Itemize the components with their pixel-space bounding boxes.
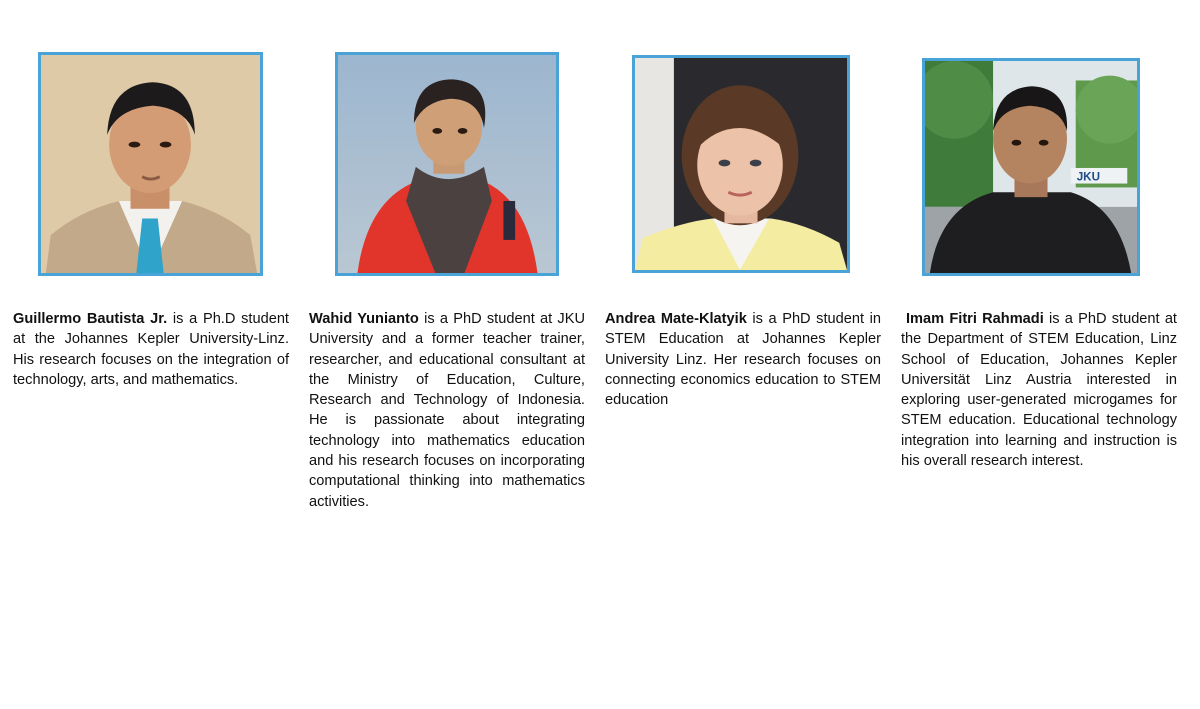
name-guillermo-bautista: Guillermo Bautista Jr.: [13, 311, 168, 327]
jku-sign-text: JKU: [1076, 170, 1101, 184]
bio-text: is a PhD student at the Department of STEM Education, Linz School of Education, Johannes Kepler Universität Linz Austria interested in exploring user-generated microgames for STEM education. Educational technology integration into learning and instruction is his overall research interest.: [901, 311, 1177, 470]
bio-text: is a PhD student in STEM Education at Johannes Kepler University Linz. Her research focuses on connecting economics education to STEM education: [605, 311, 881, 409]
bio-andrea-mate-klatyik: [605, 309, 881, 410]
name-wahid-yunianto: Wahid Yunianto: [309, 311, 419, 327]
photo-guillermo-bautista: [38, 52, 263, 276]
bio-text: is a PhD student at JKU University and a former teacher trainer, researcher, and educational consultant at the Ministry of Education, Culture, Research and Technology of Indonesia. He is passionate about integrating technology into mathematics education and his research focuses on incorporating computational thinking into mathematics activities.: [309, 311, 585, 510]
name-imam-fitri-rahmadi: Imam Fitri Rahmadi: [906, 311, 1044, 327]
name-andrea-mate-klatyik: Andrea Mate-Klatyik: [605, 311, 747, 327]
photo-andrea-mate-klatyik: [632, 55, 850, 273]
bio-imam-fitri-rahmadi: [901, 309, 1177, 471]
bio-guillermo-bautista: [13, 309, 289, 390]
bio-wahid-yunianto: [309, 309, 585, 512]
photo-imam-fitri-rahmadi: [922, 58, 1140, 276]
bio-text: is a Ph.D student at the Johannes Kepler University-Linz. His research focuses on the integration of technology, arts, and mathematics.: [13, 311, 289, 388]
photo-wahid-yunianto: [335, 52, 559, 276]
